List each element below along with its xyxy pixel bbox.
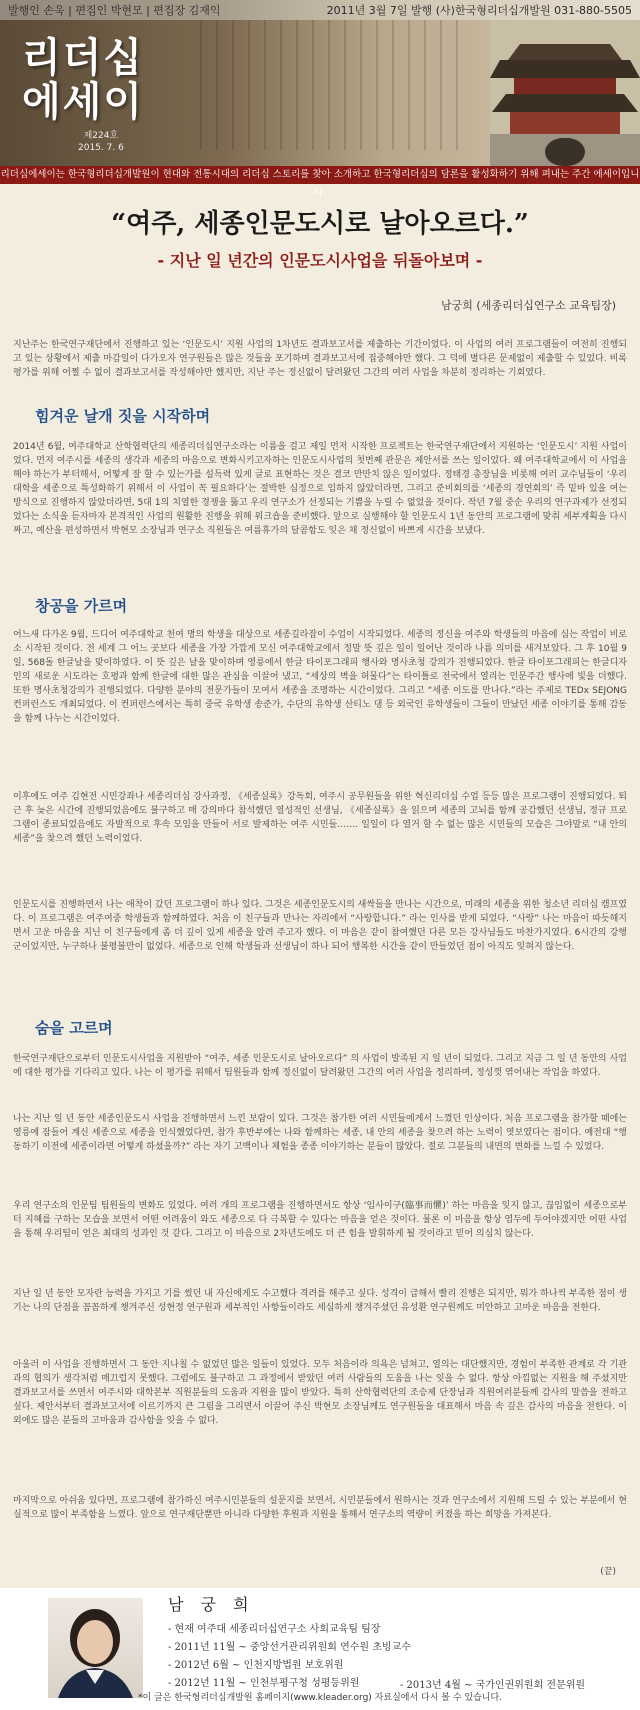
career-item: - 2012년 6월 ~ 인천지방법원 보호위원: [168, 1660, 344, 1671]
author-photo: [48, 1598, 143, 1698]
logo-line2: 에세이: [22, 78, 144, 125]
calligraphy-background: [200, 20, 460, 150]
masthead-editors: 발행인 손욱 | 편집인 박현모 | 편집장 김재익: [8, 4, 221, 17]
section-heading: 힘겨운 날개 짓을 시작하며: [35, 407, 211, 425]
issue-info: [78, 130, 124, 154]
section-paragraph: 우리 연구소의 인문팀 팀원들의 변화도 있었다. 여러 개의 프로그램을 진행하면서도 항상 ‘임사이구(臨事而懼)’ 하는 마음을 잊지 않고, 끊임없이 세종으로부터 지혜를 구하는 모습을 보면서 어떤 어려움이 와도 세종으로 다 극복할 수 있다는 마음을 얻은 것이다. 물론 이 마음을 항상 염두에 두어야겠지만 어떤 사업을 통해 우리팀이 얻은 최대의 성과인 것 같다. 그리고 이 마음으로 2차년도에도 더 큰 힘을 발휘하게 될 것이라고 믿어 의심치 않는다.: [13, 1201, 627, 1239]
masthead-line: [0, 0, 640, 20]
section-paragraph: 인문도시를 진행하면서 나는 애착이 갔던 프로그램이 하나 있다. 그것은 세종인문도시의 새싹들을 만나는 시간으로, 미래의 세종을 위한 청소년 리더십 캠프였다. 이 프로그램은 여주여중 학생들과 함께하였다. 처음 이 친구들과 만나는 자리에서 “사랑합니다.” 라는 인사를 받게 되었다. “사랑” 나는 마음이 따듯해지면서 고운 마음을 지닌 이 친구들에게 좀 더 깊이 있게 세종을 알려 주고자 했다. 이 마음은 같이 참여했던 다른 모든 강사님들도 마찬가지였다. 6시간의 강행군이었지만, 누구하나 불평불만이 없었다. 세종으로 인해 학생들과 선생님이 하나 되어 행복한 시간을 같이 만들었던 점이 아직도 잊혀지 않는다.: [13, 900, 627, 952]
career-item: - 2012년 11월 ~ 인천부평구청 성평등위원: [168, 1678, 360, 1689]
section-paragraph: 이후에도 여주 김현전 시민강좌나 세종리더십 강사과정, 《세종실록》강독회, 여주시 공무원들을 위한 혁신리더십 수업 등등 많은 프로그램이 진행되었다. 퇴근 후 늦은 시간에 진행되었음에도 불구하고 매 강의마다 참석했던 열성적인 선생님, 《세종실록》을 읽으며 세종의 고뇌를 함께 공감했던 선생님, 정규 프로그램이 종료되었음에도 자발적으로 후속 모임을 만들어 서로 발제하는 여주 시민들……. 일일이 다 열거 할 수 없는 많은 시민들의 모습은 그야말로 “내 안의 세종”을 찾으려 했던 노력이었다.: [13, 792, 627, 844]
palace-gate-icon: [490, 20, 640, 166]
issue-number: 제224호: [83, 131, 119, 141]
section-paragraph: 2014년 6월, 여주대학교 산학협력단의 세종리더십연구소라는 이름을 걸고 제일 먼저 시작한 프로젝트는 한국연구재단에서 지원하는 ‘인문도시’ 지원 사업이었다. 먼저 여주시를 세종의 생각과 세종의 마음으로 변화시키고자하는 인문도시사업의 첫번째 관문은 제안서를 쓰는 일이었다. 왜 여주대학교에서 이 사업을 해야 하는가 부터해서, 어떻게 잘 할 수 있는가를 설득력 있게 글로 표현하는 것은 결코 만만치 않은 일이었다. 정태경 총장님을 비롯해 여러 교수님들이 ‘우리 대학을 세종으로 특성화하기 위해서 이 사업이 꼭 필요하다’는 절박한 심정으로 임하지 않았더라면, 그리고 준비회의를 ‘세종의 경연회의’ 즉 밑바 있을 여는 방식으로 진행하지 않았더라면, 5대 1의 치열한 경쟁을 뚫고 우리 연구소가 선정되는 기쁨을 누릴 수 없었을 것이다. 작년 7월 중순 우리의 연구과제가 선정되었다는 소식을 듣자마자 본격적인 사업의 원활한 진행을 위해 워크숍을 준비했다. 앞으로 실행해야 할 인문도시 1년 동안의 프로그램에 맞춰 세부계획을 다시 짜고, 예산을 편성하면서 박현모 소장님과 연구소 직원들은 여름휴가의 달콤함도 잊은 채 정신없이 바쁘게 시간을 보냈다.: [13, 442, 627, 536]
article-title: “여주, 세종인문도시로 날아오르다.”: [111, 209, 529, 239]
section-heading: 창공을 가르며: [35, 597, 128, 615]
issue-date: 2015. 7. 6: [78, 143, 124, 153]
essay-logo: [22, 36, 144, 124]
career-item: - 2011년 11월 ~ 중앙선거관리위원회 연수원 초빙교수: [168, 1642, 411, 1653]
logo-line1: 리더십: [22, 34, 144, 81]
tagline-bar: 리더십에세이는 한국형리더십개발원이 현대와 전통시대의 리더십 스토리를 찾아 소개하고 한국형리더십의 담론을 활성화하기 위해 펴내는 주간 에세이입니다.: [0, 166, 640, 184]
article-author: 남궁희 (세종리더십연구소 교육팀장): [441, 299, 616, 312]
career-item: - 현재 여주대 세종리더십연구소 사회교육팀 팀장: [168, 1624, 381, 1635]
article-subtitle: - 지난 일 년간의 인문도시사업을 뒤돌아보며 -: [157, 251, 483, 270]
career-item: - 2013년 4월 ~ 국가인권위원회 전문위원: [400, 1680, 586, 1691]
footer-note: *이 글은 한국형리더십개발원 홈페이지(www.kleader.org) 자료실에서 다시 볼 수 있습니다.: [137, 1693, 503, 1703]
header-banner: [0, 0, 640, 166]
section-heading: 숨을 고르며: [35, 1019, 113, 1037]
end-mark: (끝): [600, 1567, 616, 1577]
section-paragraph: 한국연구재단으로부터 인문도시사업을 지원받아 “여주, 세종 인문도시로 날아오르다” 의 사업이 발족된 지 일 년이 되었다. 그리고 지금 그 일 년 동안의 사업에 대한 평가를 기다리고 있다. 나는 이 평가를 위해서 팀원들과 함께 정신없이 달려왔던 그간의 여러 사업을 정리하며, 정성껏 엮어내는 작업을 하였다.: [13, 1054, 627, 1078]
intro-paragraph: 지난주는 한국연구재단에서 진행하고 있는 ‘인문도시’ 지원 사업의 1차년도 결과보고서를 제출하는 기간이었다. 이 사업의 여러 프로그램들이 여전히 진행되고 있는 상황에서 제출 마감일이 다가오자 연구원들은 많은 것들을 포기하며 결과보고서에 집중해야만 했다. 그 덕에 별다른 문제없이 제출할 수 있었다. 비록 평가를 위해 어쩔 수 없이 결과보고서를 작성해야만 했지만, 지난 주는 정신없이 달려왔던 그간의 여러 사업을 차분히 정리하는 기회였다.: [13, 340, 627, 378]
section-paragraph: 지난 일 년 동안 모자란 능력을 가지고 기를 썼던 내 자신에게도 수고했다 격려를 해주고 싶다. 성격이 급해서 빨리 진행은 되지만, 뭐가 하나씩 부족한 점이 생기는 나의 단점을 꼼꼼하게 챙겨주신 성현정 연구원과 세부적인 사항들이라도 세심하게 챙겨주셨던 유성환 연구원께도 미안하고 고마운 마음을 전한다.: [13, 1289, 627, 1313]
section-paragraph: 마지막으로 아쉬움 있다면, 프로그램에 참가하신 여주시민분들의 설문지를 보면서, 시민분들에서 원하시는 것과 연구소에서 지원해 드릴 수 있는 부분에서 현실적으로 많이 부족함을 느꼈다. 앞으로 연구재단뿐만 아니라 다양한 후원과 지원을 통해서 연구소의 역량이 커졌을 하는 희망을 가져본다.: [13, 1496, 627, 1520]
author-name: 남 궁 희: [168, 1595, 255, 1614]
section-paragraph: 어느새 다가온 9월, 드디어 여주대학교 천여 명의 학생을 대상으로 세종길라잡이 수업이 시작되었다. 세종의 정신을 여주와 학생들의 마음에 심는 작업이 비로소 시작된 것이다. 전 세계 그 어느 곳보다 세종을 가장 가깝게 모신 여주대학교에서 정말 뜻 깊은 일이 일어난 것이라 나름 의미를 새겨보았다. 그 후 10월 9일, 568돌 한글날을 맞이하였다. 이 뜻 깊은 날을 맞이하며 영릉에서 한글 타이포그래피 행사와 명사초청 강의가 진행되었다. 한글 타이포그래피는 한글디자인의 새로운 시도라는 호평과 함께 한글에 대한 많은 관심을 이끌어 냈고, “세상의 벽을 허물다”는 타이틀로 전국에서 열리는 인문주간 행사에 빛을 더했다. 또한 명사초청강의가 진행되었다. 다양한 분야의 전문가들이 모여서 세종을 조명하는 시간이었다. 그리고 “세종 이도를 만나다.”라는 주제로 TEDx SEJONG 컨퍼런스도 개최되었다. 이 컨퍼런스에서는 특히 중국 유학생 송준가, 수단의 유학생 산티노 댕 등 외국인 유학생들이 그들이 만났던 세종 이야기를 통해 감동을 함께 나누는 시간이었다.: [13, 630, 627, 724]
masthead-publish-info: 2011년 3월 7일 발행 (사)한국형리더십개발원 031-880-5505: [326, 4, 632, 17]
section-paragraph: 나는 지난 일 년 동안 세종인문도시 사업을 진행하면서 느낀 보람이 있다. 그것은 참가한 여러 시민들에게서 느꼈던 인상이다. 처음 프로그램을 참가할 때에는 영릉에 잠들어 계신 세종으로 세종을 인식했었다면, 참가 후반부에는 나와 함께하는 세종, 내 안의 세종을 찾으려 하는 노력이 엿보였다는 점이다. 예전대 “행동하기 이전에 세종이라면 어떻게 하셨을까?” 라는 자기 고백이나 체험을 종종 이야기하는 분들이 많았다. 절로 그분들의 내면의 변화를 느낄 수 있었다.: [13, 1114, 627, 1152]
section-paragraph: 아울러 이 사업을 진행하면서 그 동안 지나칠 수 없었던 많은 일들이 있었다. 모두 처음이라 의욕은 넘쳐고, 열의는 대단했지만, 경험이 부족한 관계로 각 기관과의 협의가 생각처럼 매끄럽지 못했다. 그럼에도 불구하고 그 과정에서 받았던 여러 사람들의 도움을 나는 잊을 수 없다. 항상 아낌없는 지원을 해 주셨지만 결과보고서를 쓰면서 여주시와 대학본부 직원분들의 도움과 지원을 많이 받았다. 특히 산학협력단의 조승제 단장님과 직원여러분들께 감사의 말씀을 전하고 싶다. 제안서부터 결과보고서에 이르기까지 큰 그림을 그리면서 이끌어 주신 박현모 소장님께도 연구원들을 대표해서 마음 속 깊은 감사의 마음을 전한다. 이 외에도 많은 분들의 고마움과 감사함을 잊을 수 없다.: [13, 1360, 627, 1426]
